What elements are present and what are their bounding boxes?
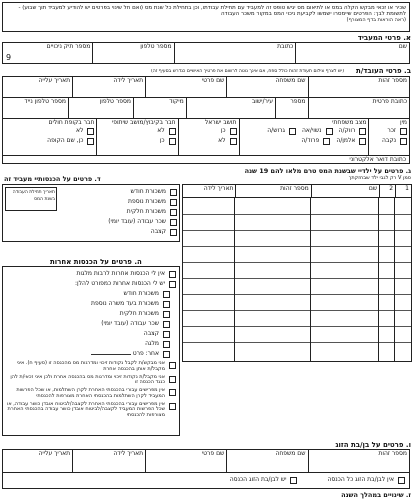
employer-file-cell[interactable] xyxy=(3,43,92,63)
phone-label: מספר טלפון xyxy=(99,98,131,105)
spouse-has-income-label: יש לבן/בת הזוג הכנסה xyxy=(229,475,287,483)
kibbutz-no-checkbox[interactable] xyxy=(169,128,176,135)
d-daily-label: שכר עבודה (עובד יומי) xyxy=(108,217,166,225)
spouse-birth-label: תאריך לידה xyxy=(113,450,144,457)
resident-yes-checkbox[interactable] xyxy=(230,128,237,135)
first-name-label: שם פרטי xyxy=(201,77,225,84)
house-number-cell[interactable] xyxy=(275,98,307,118)
d-monthly-checkbox[interactable] xyxy=(170,189,177,196)
children-birth-header xyxy=(183,185,235,197)
section-e-box xyxy=(2,266,180,436)
health-cell xyxy=(3,119,96,155)
e-has-checkbox[interactable] xyxy=(169,281,176,288)
section-e-title: ה. פרטים על הכנסות אחרות xyxy=(50,258,142,266)
d-daily-checkbox[interactable] xyxy=(170,219,177,226)
gender-label: מין xyxy=(399,119,407,126)
spouse-birth-cell[interactable] xyxy=(72,450,145,472)
children-birth-header-label: תאריך לידה xyxy=(203,185,234,192)
resident-label: תושב ישראל xyxy=(204,119,237,126)
section-f-box xyxy=(2,449,410,489)
section-b-box xyxy=(2,76,410,164)
children-id-header-label: מספר זהות xyxy=(280,185,309,192)
start-date-label: תאריך תחילת העבודה בשנת המס xyxy=(12,190,55,202)
employer-name-cell[interactable] xyxy=(295,43,409,63)
start-date-box[interactable] xyxy=(5,187,57,211)
phone-cell[interactable] xyxy=(68,98,133,118)
aliyah-date-label: תאריך עלייה xyxy=(38,77,71,84)
health-no-label: לא xyxy=(76,127,84,135)
e-scholarship-label: מלגה xyxy=(145,339,159,347)
section-a-box xyxy=(2,42,410,64)
e-partial-checkbox[interactable] xyxy=(163,311,170,318)
resident-no-label: לא xyxy=(218,137,226,145)
zip-cell[interactable] xyxy=(133,98,186,118)
kibbutz-yes-checkbox[interactable] xyxy=(169,138,176,145)
d-partial-label: משכורת חלקית xyxy=(126,207,166,215)
e-other-checkbox[interactable] xyxy=(163,351,170,358)
resident-yes-label: כן xyxy=(220,127,226,135)
email-label: כתובת דואר אלקטרוני xyxy=(349,156,406,163)
marital-single-label: רווק/ה xyxy=(338,127,356,135)
marital-widowed-checkbox[interactable] xyxy=(359,138,366,145)
employer-file-label: מספר תיק ניכויים xyxy=(46,43,91,50)
birth-date-label: תאריך לידה xyxy=(113,77,144,84)
marital-cell xyxy=(239,119,369,155)
e-none-checkbox[interactable] xyxy=(169,271,176,278)
e-other-line[interactable] xyxy=(91,354,131,355)
children-id-header xyxy=(235,185,310,197)
e-daily-label: שכר עבודה (עובד יומי) xyxy=(101,319,159,327)
kibbutz-label: חבר בקיבוץ/מושב שיתופי xyxy=(111,119,176,126)
kibbutz-no-label: לא xyxy=(157,127,165,135)
first-name-cell[interactable] xyxy=(145,77,226,97)
e-none-label: אין לי הכנסות אחרות לרבות מלגות xyxy=(76,269,165,277)
e-other-label: אחר: פרט xyxy=(132,349,159,357)
address-label: כתובת פרטית xyxy=(372,98,407,105)
children-check-col-2: 2 xyxy=(379,185,395,197)
gender-male-checkbox[interactable] xyxy=(400,128,407,135)
gender-male-label: זכר xyxy=(387,127,396,135)
e-study-fund-label: אין מפרישים עבורי בהכנסתי האחרת לקרן השתלמות, או שכל הפרשות המעביד לקרן השתלמות בהכנסתי האחרת מצורפות להכנסתי xyxy=(16,387,165,399)
id-number-cell[interactable] xyxy=(308,77,410,97)
d-monthly-label: משכורת חודש xyxy=(130,187,166,195)
e-daily-checkbox[interactable] xyxy=(163,321,170,328)
health-no-checkbox[interactable] xyxy=(87,128,94,135)
city-cell[interactable] xyxy=(186,98,275,118)
marital-separated-checkbox[interactable] xyxy=(323,138,330,145)
marital-widowed-label: אלמן/ה xyxy=(336,137,356,145)
spouse-id-label: מספר זהות xyxy=(378,450,407,457)
e-additional-label: משכורת בעד משרה נוספת xyxy=(91,299,159,307)
health-yes-checkbox[interactable] xyxy=(87,138,94,145)
marital-divorced-checkbox[interactable] xyxy=(289,128,296,135)
e-additional-checkbox[interactable] xyxy=(163,301,170,308)
spouse-last-cell[interactable] xyxy=(226,450,307,472)
spouse-first-label: שם פרטי xyxy=(201,450,225,457)
e-pension-label: קצבה xyxy=(143,329,159,337)
e-study-fund-checkbox[interactable] xyxy=(169,389,176,396)
marital-single-checkbox[interactable] xyxy=(359,128,366,135)
spouse-aliyah-label: תאריך עלייה xyxy=(38,450,71,457)
last-name-cell[interactable] xyxy=(226,77,307,97)
children-rows[interactable] xyxy=(183,198,411,362)
d-partial-checkbox[interactable] xyxy=(170,209,177,216)
e-pension-fund-checkbox[interactable] xyxy=(169,403,176,410)
spouse-id-cell[interactable] xyxy=(308,450,410,472)
address-cell[interactable] xyxy=(308,98,410,118)
e-pension-fund-label: אין מפרישים עבורי בהכנסתי האחרת לקצבה/לביטוח אובדן כושר עבודה, או שכל הפרשות המעביד לקצבה/לביטוח אובדן כושר עבודה בהכנסתי האחרת מצורפות להכנסתי xyxy=(7,400,165,418)
health-label: חבר בקופת חולים xyxy=(48,119,95,126)
e-has-label: יש לי הכנסות אחרות כמפורט להלן: xyxy=(74,279,165,287)
section-b-subtitle: (יש לצרף צילום תעודת זהות כולל ספח, אם אינך נוטה לרשום את פרטיך האישיים כנדרש בסעיף זה) xyxy=(150,69,344,74)
house-number-label: מספר xyxy=(290,98,306,105)
section-d-title: ד. פרטים על הכנסותיי מעביד זה xyxy=(4,175,101,183)
spouse-last-label: שם משפחה xyxy=(275,450,306,457)
employer-address-cell[interactable] xyxy=(174,43,296,63)
mobile-cell[interactable] xyxy=(3,98,68,118)
e-credit-other-checkbox[interactable] xyxy=(169,376,176,383)
section-g-title: ז. שינויים במהלך השנה xyxy=(341,491,411,499)
section-f-title: ו. פרטים על בן/בת הזוג xyxy=(335,441,411,449)
section-a-title: א. פרטי המעביד xyxy=(357,34,411,42)
section-d-box xyxy=(2,184,180,242)
birth-date-cell[interactable] xyxy=(72,77,145,97)
employer-phone-cell[interactable] xyxy=(92,43,173,63)
marital-separated-label: פרוד/ה xyxy=(301,137,320,145)
marital-married-label: נשוי/אה xyxy=(301,127,322,135)
spouse-no-income-label: אין לבן/בת הזוג כל הכנסה xyxy=(327,475,394,483)
children-check-col-1: 1 xyxy=(395,185,411,197)
intro-text: שכיר או זכאי מבקש הקלה במס או לתיאום מס יגיש טופס זה למעביד עם תחילת עבודתו, וכן בתחילת כל שנת מס (ואם חל שינוי בפרטים יש להודיע למעביד תוך שבוע) - לתשומת לבך: הפרטים שיימסרו ישמשו לקביעת ניכוי המס במקור משכר העבודה xyxy=(18,5,406,18)
spouse-has-income-checkbox[interactable] xyxy=(290,477,297,484)
marital-divorced-label: גרוש/ה xyxy=(267,127,285,135)
d-pension-checkbox[interactable] xyxy=(170,229,177,236)
kibbutz-cell xyxy=(96,119,177,155)
resident-no-checkbox[interactable] xyxy=(230,138,237,145)
health-yes-label: כן, שם הקופה xyxy=(47,137,84,145)
section-c-note: סמן V רק לגבי ילד שבחזקתך xyxy=(348,175,411,181)
e-monthly-label: משכורת חודש xyxy=(123,289,159,297)
d-additional-checkbox[interactable] xyxy=(170,199,177,206)
e-monthly-checkbox[interactable] xyxy=(163,291,170,298)
employer-address-label: כתובת xyxy=(277,43,294,50)
marital-label: מצב משפחתי xyxy=(332,119,367,126)
section-c-title: ג. פרטים על ילדיי שבשנת המס טרם מלאו להם 19 שנה xyxy=(244,167,411,175)
employer-name-label: שם xyxy=(398,43,407,50)
employer-file-prefill: 9 xyxy=(6,52,12,62)
intro-footnote: (ראה הוראות בדף המצורף) xyxy=(346,16,406,23)
e-partial-label: משכורת חלקית xyxy=(119,309,159,317)
intro-box xyxy=(2,2,410,32)
id-number-label: מספר זהות xyxy=(378,77,407,84)
email-row[interactable] xyxy=(3,156,409,167)
gender-cell xyxy=(368,119,409,155)
spouse-first-cell[interactable] xyxy=(145,450,226,472)
employer-phone-label: מספר טלפון xyxy=(140,43,172,50)
section-b-title: ב. פרטי העובד/ת xyxy=(355,67,411,75)
e-credit-request-checkbox[interactable] xyxy=(169,362,176,369)
spouse-no-income-checkbox[interactable] xyxy=(398,477,405,484)
gender-female-checkbox[interactable] xyxy=(400,138,407,145)
e-credit-other-label: אני מקבל/ת נקודות זיכוי ומדרגות מס בהכנסה אחרת ולכן איני זכאי/ת להן כנגד הכנסה זו xyxy=(10,373,165,386)
e-pension-checkbox[interactable] xyxy=(163,331,170,338)
city-label: עיר/ישוב xyxy=(251,98,274,105)
last-name-label: שם משפחה xyxy=(275,77,306,84)
resident-cell xyxy=(178,119,239,155)
mobile-label: מספר טלפון נייד xyxy=(24,98,66,105)
children-name-header xyxy=(311,185,379,197)
zip-label: מיקוד xyxy=(169,98,184,105)
d-additional-label: משכורת נוספת xyxy=(128,197,166,205)
aliyah-date-cell[interactable] xyxy=(3,77,72,97)
e-scholarship-checkbox[interactable] xyxy=(163,341,170,348)
kibbutz-yes-label: כן xyxy=(159,137,165,145)
children-table xyxy=(182,184,412,362)
gender-female-label: נקבה xyxy=(381,137,396,145)
spouse-aliyah-cell[interactable] xyxy=(3,450,72,472)
marital-married-checkbox[interactable] xyxy=(326,128,333,135)
d-pension-label: קצבה xyxy=(150,227,166,235)
e-credit-request-label: אני מבקש/ת לקבל נקודות זיכוי ומדרגות מס מהכנסה זו (סעיף ח). איני מקבל/ת אותן בהכנסה אחרת xyxy=(16,360,165,372)
children-name-header-label: שם xyxy=(368,185,378,192)
